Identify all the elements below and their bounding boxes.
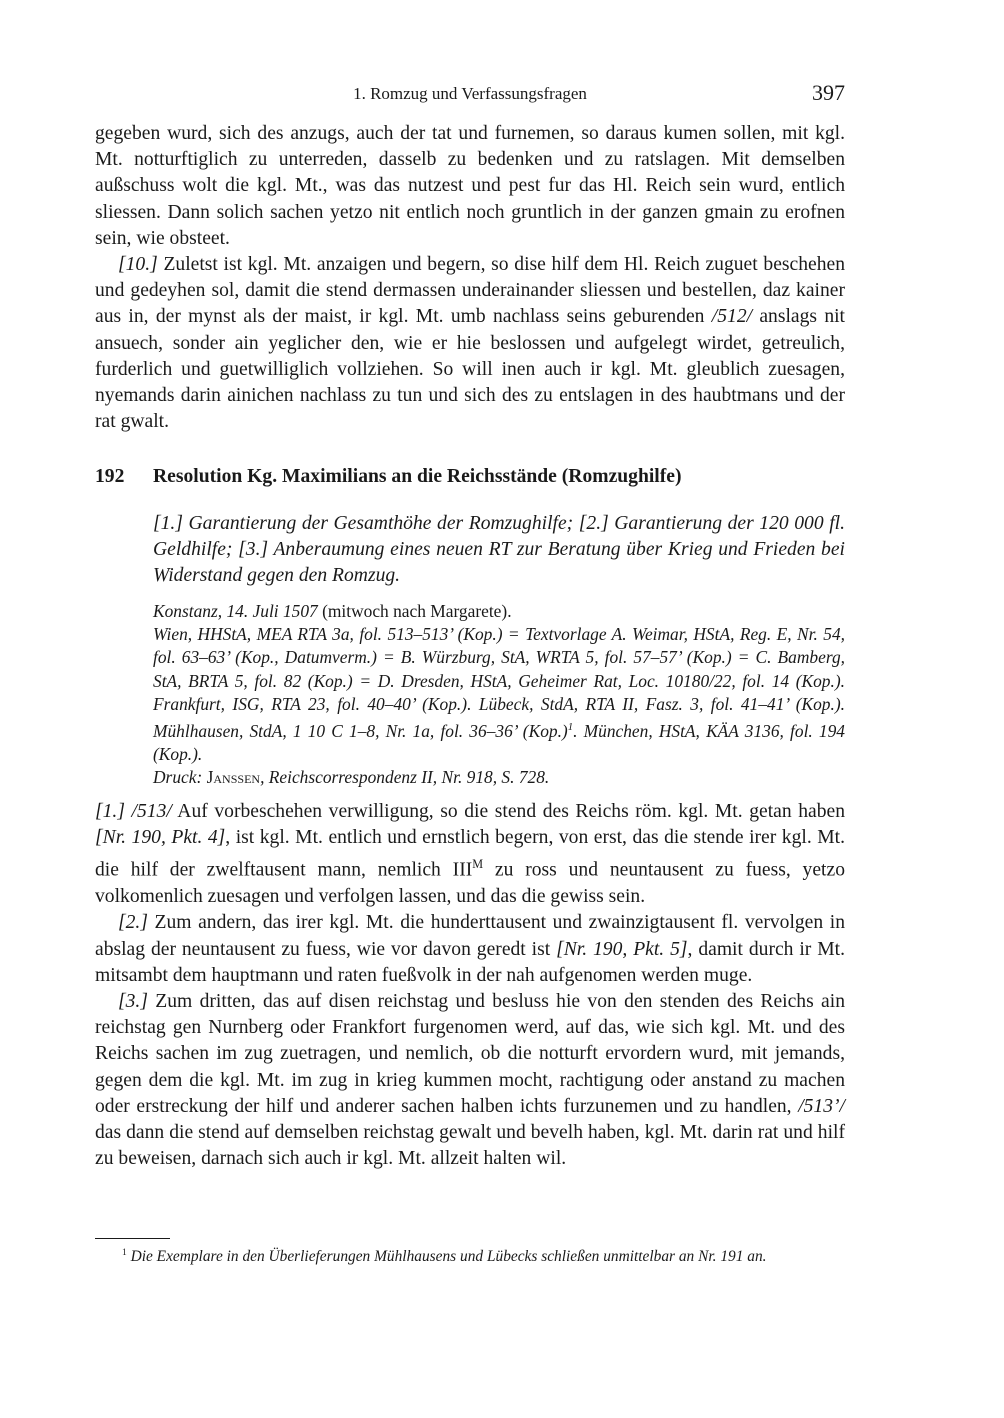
intro-paragraph-10: [10.] Zuletst ist kgl. Mt. anzaigen und begern, so dise hilf dem Hl. Reich zuguet beschehen und gedeyhen sol, damit die stend dermassen underainander sliessen und bestellen, daz kainer aus in, der mynst als der maist, ir kgl. Mt. umb nachlass seins geburenden /512/ anslags nit ansuech, sonder ain yeglicher den, wie er hie beslossen und aufgelegt wirdet, getreulich, furderlich und guetwilliglich vollziehen. So will inen auch ir kgl. Mt. gleublich zuesagen, nyemands darin ainichen nachlass zu tun und sich des zu entslagen in des haubtmans und der rat gwalt. (95, 254, 845, 433)
paragraph-3: [3.] Zum dritten, das auf disen reichstag und besluss hie von den stenden des Reichs ain reichstag gen Nurnberg oder Frankfort furgenomen werd, auf das, wie sich kgl. Mt. und des Reichs sachen im zug zuetragen, und nemlich, ob die notturft ervordern wurd, mit jemands, gegen dem die kgl. Mt. im zug in krieg kummen mocht, rachtigung oder anstand zu machen oder erstreckung der hilf und anderer sachen halben ichts furzunemen und zu handlen, /513’/ das dann die stend auf demselben reichstag gewalt und bevelh haben, kgl. Mt. darin rat und hilf zu beweisen, darnach sich auch ir kgl. Mt. allzeit halten wil. (95, 990, 845, 1170)
document-heading (95, 466, 845, 488)
intro-paragraph-1: gegeben wurd, sich des anzugs, auch der tat und furnemen, so daraus kumen sollen, mit kgl. Mt. notturftiglich zu unterreden, dasselb zu bedenken und zu ratslagen. Mit demselben außschuss wolt die kgl. Mt., was das nutzest und pest fur das Hl. Reich sein wurd, entlich sliessen. Dann solich sachen yetzo nit entlich noch gruntlich in der ganzen gmain zu erofnen sein, wie obsteet. (95, 123, 845, 249)
cross-reference: [Nr. 190, Pkt. 5] (556, 938, 688, 960)
source-apparatus (153, 600, 845, 789)
date-line (153, 600, 845, 623)
resolution-text (95, 799, 845, 1172)
print-reference: Druck: Janssen, Reichscorrespondenz II, Nr. 918, S. 728. (153, 767, 550, 788)
folio-marker: /513/ (131, 801, 172, 822)
print-author: Janssen (206, 767, 261, 788)
point-number: [3.] (118, 990, 148, 1012)
regest: [1.] Garantierung der Gesamthöhe der Romzughilfe; [2.] Garantierung der 120 000 fl. Geldhilfe; [3.] Anberaumung eines neuen RT zur Beratung über Krieg und Frieden bei Widerstand gegen den Romzug. (153, 513, 845, 587)
paragraph-1: [1.] /513/ Auf vorbeschehen verwilligung, so die stend des Reichs röm. kgl. Mt. getan haben [Nr. 190, Pkt. 4], ist kgl. Mt. entlich und ernstlich begern, von erst, das die stende irer kgl. Mt. die hilf der zwelftausent mann, nemlich $III^M$ zu ross und neuntausent zu fuess, yetzo volkomenlich zuesagen und verfolgen lassen, und das die gewiss sein. (95, 801, 845, 908)
date-note: (mitwoch nach Margarete). (317, 601, 512, 621)
footnote-marker: 1 (122, 1247, 127, 1258)
point-number: [1.] (95, 801, 125, 822)
footnote-text: Die Exemplare in den Überlieferungen Mühlhausens und Lübecks schließen unmittelbar an Nr. 191 an. (126, 1248, 767, 1266)
folio-marker: /512/ (711, 306, 753, 328)
manuscript-sources: Wien, HHStA, MEA RTA 3a, fol. 513–513’ (Kop.) = Textvorlage A. Weimar, HStA, Reg. E, Nr. 54, fol. 63–63’ (Kop., Datumverm.) = B. Würzburg, StA, WRTA 5, fol. 57–57’ (Kop.) = C. Bamberg, StA, BRTA 5, fol. 82 (Kop.) = D. Dresden, HStA, Geheimer Rat, Loc. 10180/22, fol. 14 (Kop.). Frankfurt, ISG, RTA 23, fol. 40–40’ (Kop.). Lübeck, StdA, RTA II, Fasz. 3, fol. 41–41’ (Kop.). Mühlhausen, StdA, 1 10 C 1–8, Nr. 1a, fol. 36–36’ $(Kop.)^1$. München, HStA, KÄA 3136, fol. 194 (Kop.). (153, 624, 845, 765)
date-place: Konstanz, 14. Juli 1507 (153, 601, 318, 621)
cross-reference: [Nr. 190, Pkt. 4] (95, 827, 226, 849)
footnote-rule (95, 1238, 170, 1239)
page-number: 397 (812, 80, 845, 105)
point-number: [10.] (118, 254, 158, 276)
paragraph-2: [2.] Zum andern, das irer kgl. Mt. die hunderttausent und zwainzigtausent fl. vervolgen in abslag der neuntausent zu fuess, wie vor davon geredt ist [Nr. 190, Pkt. 5], damit durch ir Mt. mitsambt dem hauptmann und raten fueßvolk in der nah aufgenomen werden muge. (95, 912, 845, 986)
footnote (95, 1243, 845, 1267)
document-number: 192 (95, 466, 125, 487)
running-title: 1. Romzug und Verfassungsfragen (353, 84, 587, 103)
intro-text (95, 121, 845, 435)
folio-marker: /513’/ (798, 1095, 845, 1117)
point-number: [2.] (118, 912, 148, 934)
footnote-ref: 1 (567, 721, 574, 734)
running-head (95, 80, 845, 108)
document-title: Resolution Kg. Maximilians an die Reichsstände (Romzughilfe) (153, 466, 682, 487)
